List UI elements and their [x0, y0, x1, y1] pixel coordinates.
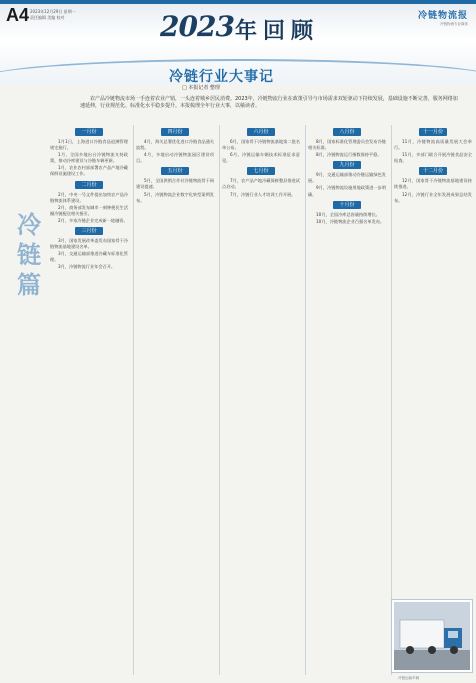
event-text: 5月，冷链物流企业数字化转型案例发布。 [136, 191, 214, 203]
column-divider [133, 125, 134, 675]
event-text: 2月，商务部发布城市一刻钟便民生活圈冷链配送相关指引。 [50, 204, 128, 216]
event-text: 2月，中央一号文件提出加快农产品冷链物流体系建设。 [50, 191, 128, 203]
event-text: 9月，冷链物流设施用地政策进一步明确。 [308, 185, 386, 197]
page-number: A4 [6, 5, 30, 25]
column-divider [391, 125, 392, 675]
month-heading: 九月份 [333, 161, 361, 169]
event-text: 12月，国家骨干冷链物流基地建设持续推进。 [394, 178, 472, 190]
event-text: 3月，交通运输部推进冷藏车标准化管理。 [50, 251, 128, 263]
event-text: 1月1日，上海进口冷链食品追溯管理规定施行。 [50, 139, 128, 151]
event-text: 9月，交通运输部推动冷链运输绿色发展。 [308, 172, 386, 184]
month-heading: 一月份 [75, 128, 103, 136]
month-heading: 八月份 [333, 128, 361, 136]
date-line: 2023年12月29日 星期一 责任编辑 美编 校对 [30, 9, 76, 20]
event-text: 7月，冷链行业人才培训工作开展。 [230, 191, 296, 197]
article-column-5 [394, 125, 472, 205]
photo-caption: 冷链运输车辆 [398, 676, 419, 680]
column-divider [219, 125, 220, 675]
page-header-right [418, 8, 468, 27]
month-heading: 十一月份 [419, 128, 447, 136]
event-text: 8月，国家标准化管理委员会发布冷链相关标准。 [308, 139, 386, 151]
month-heading: 五月份 [161, 167, 189, 175]
banner-year: 2023 [160, 10, 234, 43]
event-text: 1月，全国多地出台冷链物流支持政策，推动冷库建设与冷链车辆更新。 [50, 152, 128, 164]
banner-title: 年回顾 [235, 18, 320, 44]
byline: □ 本报记者 整理 [182, 85, 220, 91]
article-column-4 [308, 125, 386, 226]
newspaper-brand: 冷链物流报 [417, 11, 468, 21]
article-column-1 [50, 125, 128, 272]
event-text: 10月，全国冷库总容量持续增长。 [316, 211, 380, 217]
page-header-left [6, 6, 29, 24]
article-column-2 [136, 125, 214, 205]
event-text: 3月，国家发展改革委发布国家骨干冷链物流基地建设名单。 [50, 238, 128, 250]
article-column-3 [222, 125, 300, 199]
month-heading: 二月份 [75, 181, 103, 189]
event-text: 8月，冷链物流运行指数保持平稳。 [316, 152, 382, 158]
event-text: 4月，海关总署优化进口冷链食品通关流程。 [136, 139, 214, 151]
month-heading: 三月份 [75, 227, 103, 235]
event-text: 2月，多家冷链企业完成新一轮融资。 [58, 217, 128, 223]
brand-subtitle: 冷链物流专业媒体 [440, 22, 468, 26]
month-heading: 四月份 [161, 128, 189, 136]
month-heading: 十月份 [333, 201, 361, 209]
headline: 冷链行业大事记 [169, 69, 274, 85]
event-text: 3月，冷链物流行业年会召开。 [58, 264, 116, 270]
event-text: 11月，多部门联合开展冷链食品安全检查。 [394, 152, 472, 164]
event-text: 4月，多地启动冷链物流园区建设项目。 [136, 152, 214, 164]
event-text: 1月，农业农村部部署农产品产地冷藏保鲜设施建设工作。 [50, 165, 128, 177]
event-text: 10月，冷链物流企业百强名单发布。 [316, 218, 385, 224]
event-text: 7月，农产品产地冷藏保鲜整县推进试点启动。 [222, 178, 300, 190]
lead-paragraph: 农产品冷链物流市场一手连着农业产销，一头连着城乡居民消费。2023年，冷链物流行业在政策引导与市场需求双轮驱动下持续发展，基础设施不断完善，服务网络加速延伸，行业规范化、标准化水平稳步提升。本报梳理全年行业大事，以飨读者。 [80, 96, 458, 109]
month-heading: 七月份 [247, 167, 275, 175]
truck-illustration [394, 602, 470, 670]
event-text: 6月，冷链运输车辆技术标准征求意见。 [222, 152, 300, 164]
event-text: 11月，冷链物流高质量发展大会举行。 [394, 139, 472, 151]
cold-chain-truck-photo [392, 600, 472, 672]
month-heading: 十二月份 [419, 167, 447, 175]
month-heading: 六月份 [247, 128, 275, 136]
event-text: 5月，全国供销合作社冷链物流骨干网建设提速。 [136, 178, 214, 190]
event-text: 12月，冷链行业全年发展成果总结发布。 [394, 191, 472, 203]
column-divider [305, 125, 306, 675]
section-label: 冷链篇 [17, 210, 41, 299]
event-text: 6月，国家骨干冷链物流基地第二批名单公布。 [222, 139, 300, 151]
